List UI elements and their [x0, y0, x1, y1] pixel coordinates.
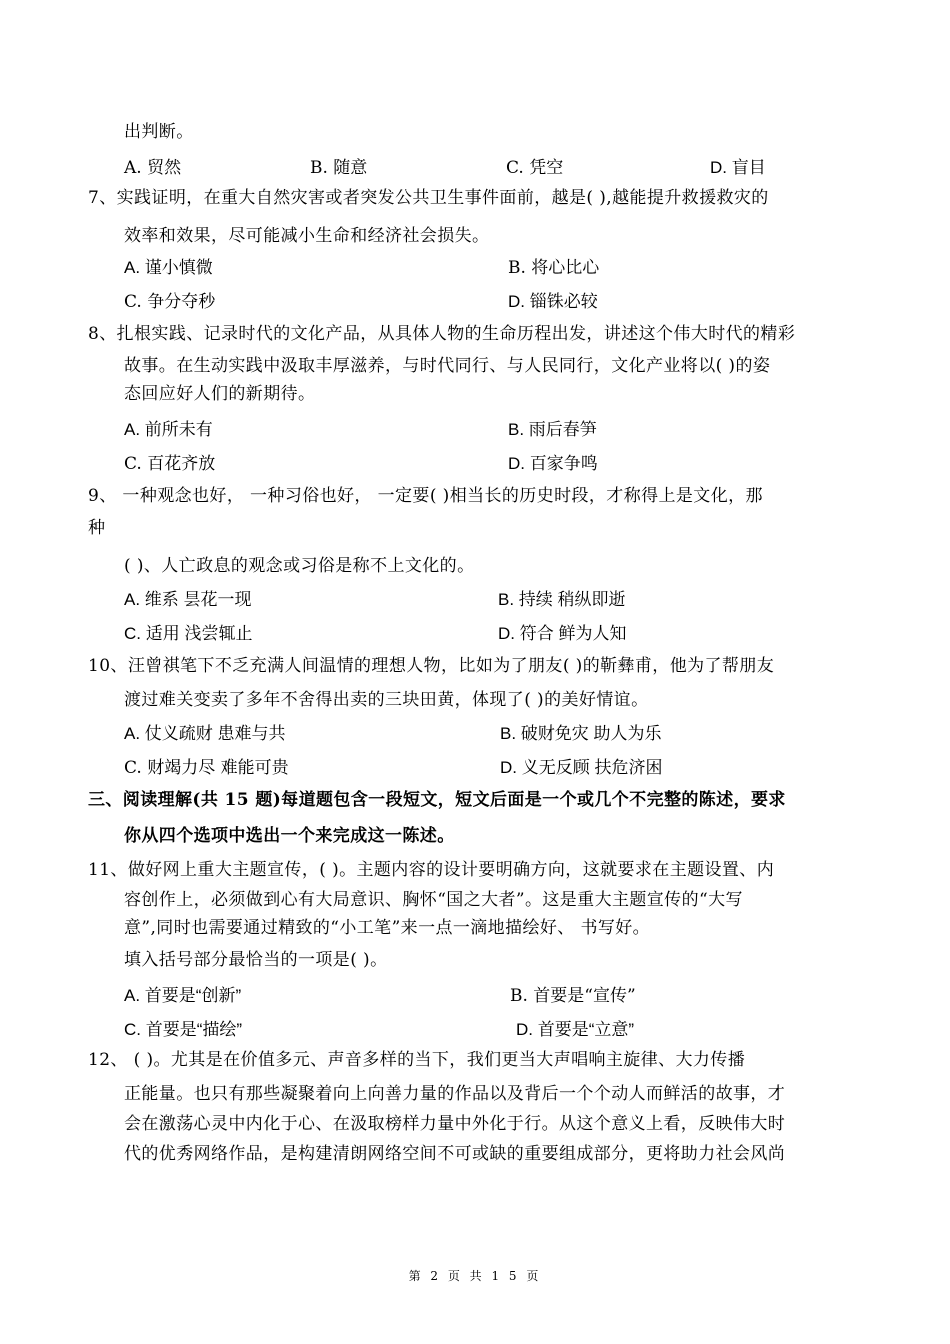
q11-stem-line3: 意”,同时也需要通过精致的“小工笔”来一点一滴地描绘好、 书写好。 — [124, 918, 651, 938]
q10-option-c: C. 财竭力尽 难能可贵 — [124, 758, 289, 778]
q9-option-c: C. 适用 浅尝辄止 — [124, 624, 253, 643]
q9-stem-line3: ( )、人亡政息的观念或习俗是称不上文化的。 — [124, 556, 475, 576]
q9-option-b: B. 持续 稍纵即逝 — [498, 590, 626, 609]
q8-stem-line3: 态回应好人们的新期待。 — [124, 384, 316, 404]
q7-option-c: C. 争分夺秒 — [124, 292, 216, 312]
q11-option-b: B. 首要是“宣传” — [510, 986, 636, 1006]
q6-text-tail: 出判断。 — [124, 122, 194, 142]
q12-stem-line3: 会在激荡心灵中内化于心、在汲取榜样力量中外化于行。从这个意义上看，反映伟大时 — [124, 1114, 786, 1134]
q10-option-d: D. 义无反顾 扶危济困 — [500, 758, 663, 777]
q7-option-a: A. 谨小慎微 — [124, 258, 213, 277]
q12-stem-line4: 代的优秀网络作品，是构建清朗网络空间不可或缺的重要组成部分，更将助力社会风尚 — [124, 1144, 786, 1164]
q8-option-c: C. 百花齐放 — [124, 454, 216, 474]
q10-stem-line2: 渡过难关变卖了多年不舍得出卖的三块田黄，体现了( )的美好情谊。 — [124, 690, 649, 710]
q6-option-d: D. 盲目 — [710, 158, 766, 177]
q6-option-a: A. 贸然 — [124, 158, 182, 178]
q8-option-d: D. 百家争鸣 — [508, 454, 598, 473]
q7-option-d: D. 锱铢必较 — [508, 292, 598, 311]
q8-option-b: B. 雨后春笋 — [508, 420, 597, 439]
q7-option-b: B. 将心比心 — [508, 258, 600, 278]
section-heading-line1: 三、阅读理解(共 15 题)每道题包含一段短文，短文后面是一个或几个不完整的陈述，要求 — [88, 790, 786, 810]
page-footer: 第 2 页 共 1 5 页 — [408, 1269, 542, 1283]
q11-stem-line1: 11、做好网上重大主题宣传，( )。主题内容的设计要明确方向，这就要求在主题设置、内 — [88, 860, 775, 880]
q11-stem-line2: 容创作上，必须做到心有大局意识、胸怀“国之大者”。这是重大主题宣传的“大写 — [124, 890, 743, 910]
q8-stem-line1: 8、扎根实践、记录时代的文化产品，从具体人物的生命历程出发，讲述这个伟大时代的精彩 — [88, 324, 796, 344]
q11-option-d: D. 首要是“立意” — [516, 1020, 635, 1039]
q6-option-b: B. 随意 — [310, 158, 368, 178]
q10-stem-line1: 10、汪曾祺笔下不乏充满人间温情的理想人物，比如为了朋友( )的靳彝甫，他为了帮朋友 — [88, 656, 775, 676]
q11-stem-line4: 填入括号部分最恰当的一项是( )。 — [124, 950, 388, 970]
q8-option-a: A. 前所未有 — [124, 420, 213, 439]
q11-option-a: A. 首要是“创新” — [124, 986, 242, 1005]
q7-stem-line1: 7、实践证明，在重大自然灾害或者突发公共卫生事件面前，越是( ),越能提升救援救灾的 — [88, 188, 769, 208]
q7-stem-line2: 效率和效果，尽可能减小生命和经济社会损失。 — [124, 226, 490, 246]
q9-option-a: A. 维系 昙花一现 — [124, 590, 252, 609]
q12-stem-line2: 正能量。也只有那些凝聚着向上向善力量的作品以及背后一个个动人而鲜活的故事，才 — [124, 1084, 786, 1104]
q10-option-a: A. 仗义疏财 患难与共 — [124, 724, 286, 743]
q12-stem-line1: 12、 ( )。尤其是在价值多元、声音多样的当下，我们更当大声唱响主旋律、大力传播 — [88, 1050, 746, 1070]
q11-option-c: C. 首要是“描绘” — [124, 1020, 243, 1039]
q9-option-d: D. 符合 鲜为人知 — [498, 624, 627, 643]
q9-stem-line1: 9、 一种观念也好， 一种习俗也好， 一定要( )相当长的历史时段，才称得上是文化，那 — [88, 486, 763, 506]
section-heading-line2: 你从四个选项中选出一个来完成这一陈述。 — [124, 826, 455, 846]
q6-option-c: C. 凭空 — [506, 158, 564, 178]
q9-stem-line2: 种 — [88, 518, 106, 538]
q10-option-b: B. 破财免灾 助人为乐 — [500, 724, 662, 743]
q8-stem-line2: 故事。在生动实践中汲取丰厚滋养，与时代同行、与人民同行，文化产业将以( )的姿 — [124, 356, 771, 376]
